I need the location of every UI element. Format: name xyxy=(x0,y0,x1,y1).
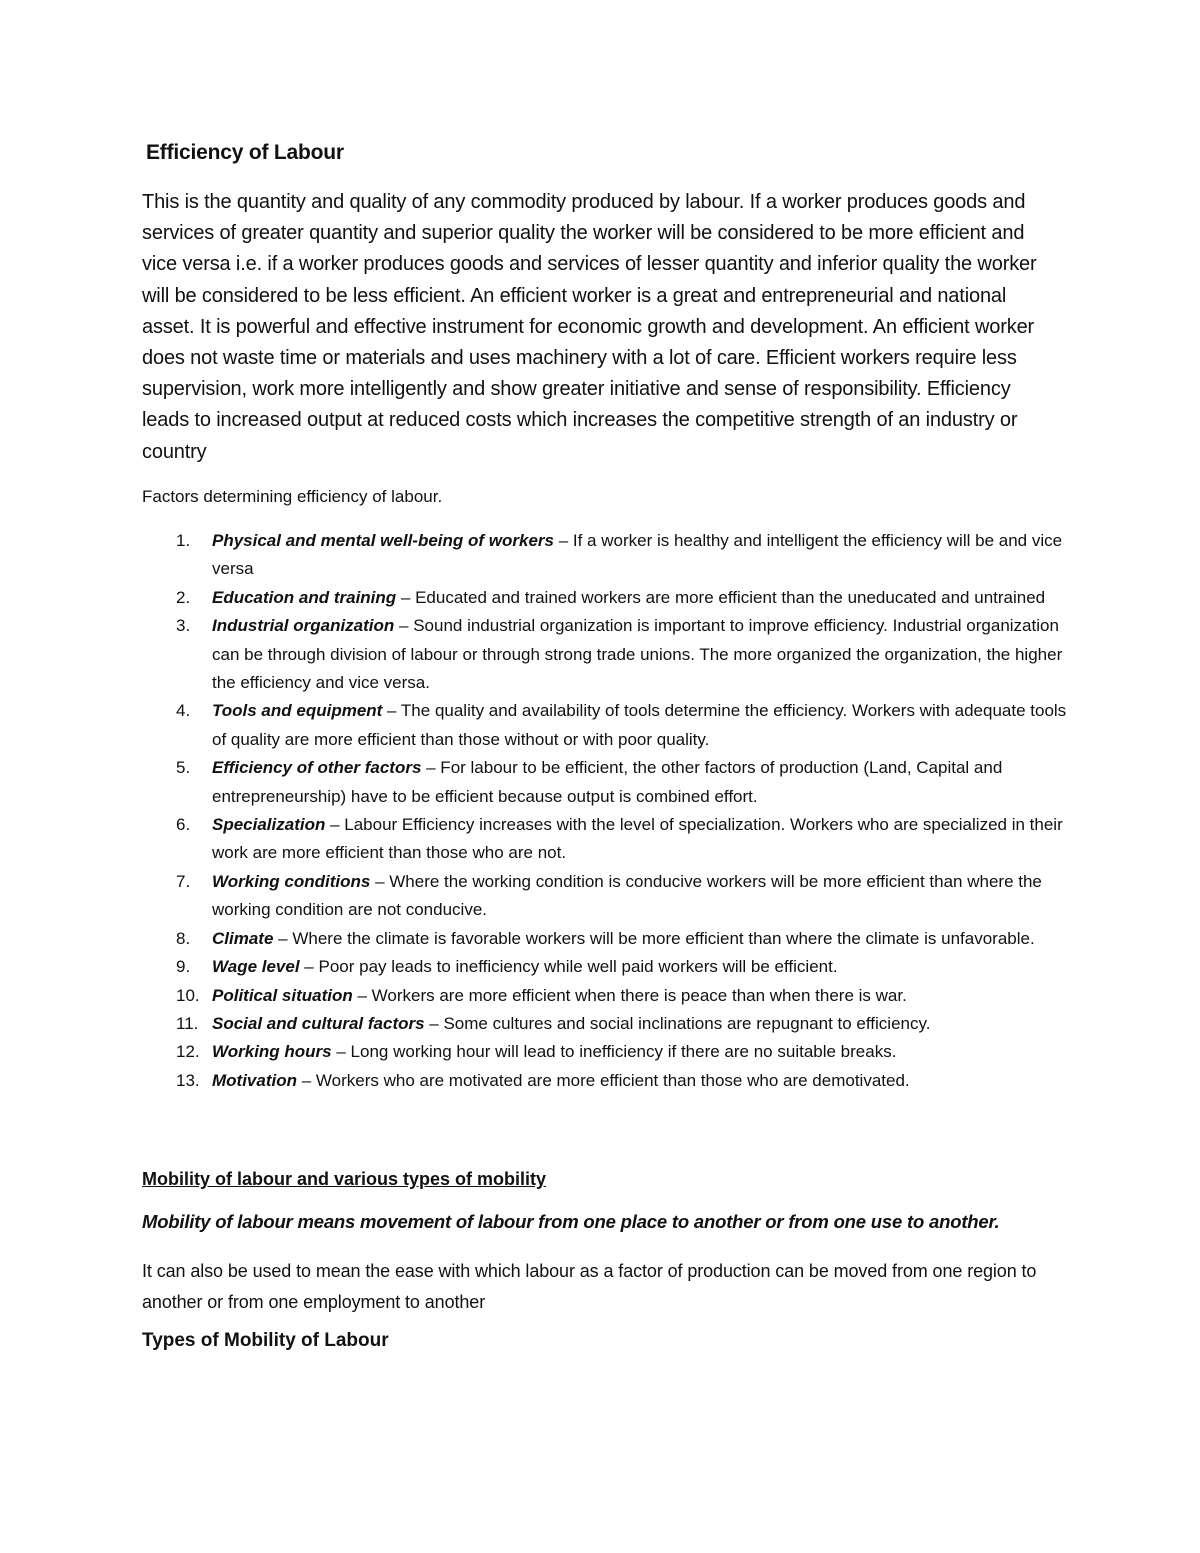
list-number: 11. xyxy=(176,1013,199,1033)
factor-term: Working hours xyxy=(212,1042,332,1062)
list-item xyxy=(0,868,1200,925)
factors-list xyxy=(0,527,1200,1095)
factor-description: – The quality and availability of tools determine the efficiency. Workers with adequate tools of quality are more efficient than those without or with poor quality. xyxy=(212,701,1067,749)
list-item xyxy=(0,697,1200,754)
factor-description: – Workers who are motivated are more efficient than those who are demotivated. xyxy=(297,1070,910,1090)
list-item xyxy=(0,1010,1200,1038)
factor-term: Tools and equipment xyxy=(212,701,383,721)
list-item xyxy=(0,1067,1200,1095)
factors-heading: Factors determining efficiency of labour. xyxy=(142,487,443,506)
factor-description: – Educated and trained workers are more efficient than the uneducated and untrained xyxy=(396,587,1046,607)
mobility-paragraph: It can also be used to mean the ease with which labour as a factor of production can be moved from one region to another or from one employment to another xyxy=(142,1261,1037,1312)
list-item xyxy=(0,982,1200,1010)
list-item xyxy=(0,1038,1200,1066)
factor-term: Motivation xyxy=(212,1070,297,1090)
factor-description: – Some cultures and social inclinations are repugnant to efficiency. xyxy=(424,1013,931,1033)
list-number: 2. xyxy=(176,587,191,607)
factor-term: Industrial organization xyxy=(212,616,395,636)
list-number: 1. xyxy=(176,531,191,550)
list-number: 8. xyxy=(176,928,191,948)
factor-term: Efficiency of other factors xyxy=(212,758,422,778)
list-number: 4. xyxy=(176,701,191,721)
list-item xyxy=(0,612,1200,697)
list-item xyxy=(0,953,1200,981)
factor-term: Political situation xyxy=(212,985,353,1005)
factor-description: – If a worker is healthy and intelligent the efficiency will be and vice versa xyxy=(212,531,1063,579)
factor-description: – Long working hour will lead to inefficiency if there are no suitable breaks. xyxy=(331,1042,897,1062)
list-number: 10. xyxy=(176,985,200,1005)
mobility-definition: Mobility of labour means movement of labour from one place to another or from one use to another. xyxy=(142,1211,1000,1232)
list-number: 5. xyxy=(176,758,191,778)
factor-term: Wage level xyxy=(212,957,300,977)
list-item xyxy=(0,925,1200,953)
factor-description: – Where the climate is favorable workers will be more efficient than where the climate is unfavorable. xyxy=(273,928,1035,948)
list-number: 9. xyxy=(176,957,191,977)
mobility-heading: Mobility of labour and various types of mobility xyxy=(142,1169,547,1189)
intro-paragraph: This is the quantity and quality of any commodity produced by labour. If a worker produces goods and services of greater quantity and superior quality the worker will be considered to be more efficient and vice versa i.e. if a worker produces goods and services of lesser quantity and inferior quality the worker will be considered to be less efficient. An efficient worker is a great and entrepreneurial and national asset. It is powerful and effective instrument for economic growth and development. An efficient worker does not waste time or materials and uses machinery with a lot of care. Efficient workers require less supervision, work more intelligently and show greater initiative and sense of responsibility. Efficiency leads to increased output at reduced costs which increases the competitive strength of an industry or country xyxy=(142,191,1037,463)
factor-term: Physical and mental well-being of workers xyxy=(212,531,554,550)
list-number: 7. xyxy=(176,871,191,891)
factor-description: – Poor pay leads to inefficiency while well paid workers will be efficient. xyxy=(299,957,838,977)
list-number: 3. xyxy=(176,616,191,636)
list-item xyxy=(0,754,1200,811)
list-item xyxy=(0,811,1200,868)
factor-description: – Where the working condition is conducive workers will be more efficient than where the working condition are not conducive. xyxy=(212,871,1042,920)
factor-term: Education and training xyxy=(212,587,397,607)
factor-term: Climate xyxy=(212,928,274,948)
factor-term: Social and cultural factors xyxy=(212,1013,425,1033)
list-number: 12. xyxy=(176,1042,200,1062)
list-item xyxy=(0,584,1200,612)
factor-term: Specialization xyxy=(212,815,326,835)
list-number: 13. xyxy=(176,1070,200,1090)
factor-term: Working conditions xyxy=(212,871,371,891)
factor-description: – Workers are more efficient when there is peace than when there is war. xyxy=(352,985,907,1005)
list-number: 6. xyxy=(176,815,191,835)
factor-description: – Labour Efficiency increases with the level of specialization. Workers who are specialized in their work are more efficient than those who are not. xyxy=(212,815,1063,863)
factor-description: – For labour to be efficient, the other factors of production (Land, Capital and entrepreneurship) have to be efficient because output is combined effort. xyxy=(212,758,1003,806)
list-item xyxy=(0,527,1200,584)
document-title: Efficiency of Labour xyxy=(146,141,344,164)
types-heading: Types of Mobility of Labour xyxy=(142,1330,389,1351)
factor-description: – Sound industrial organization is important to improve efficiency. Industrial organization can be through division of labour or through strong trade unions. The more organized the organization, the higher the efficiency and vice versa. xyxy=(212,616,1063,693)
